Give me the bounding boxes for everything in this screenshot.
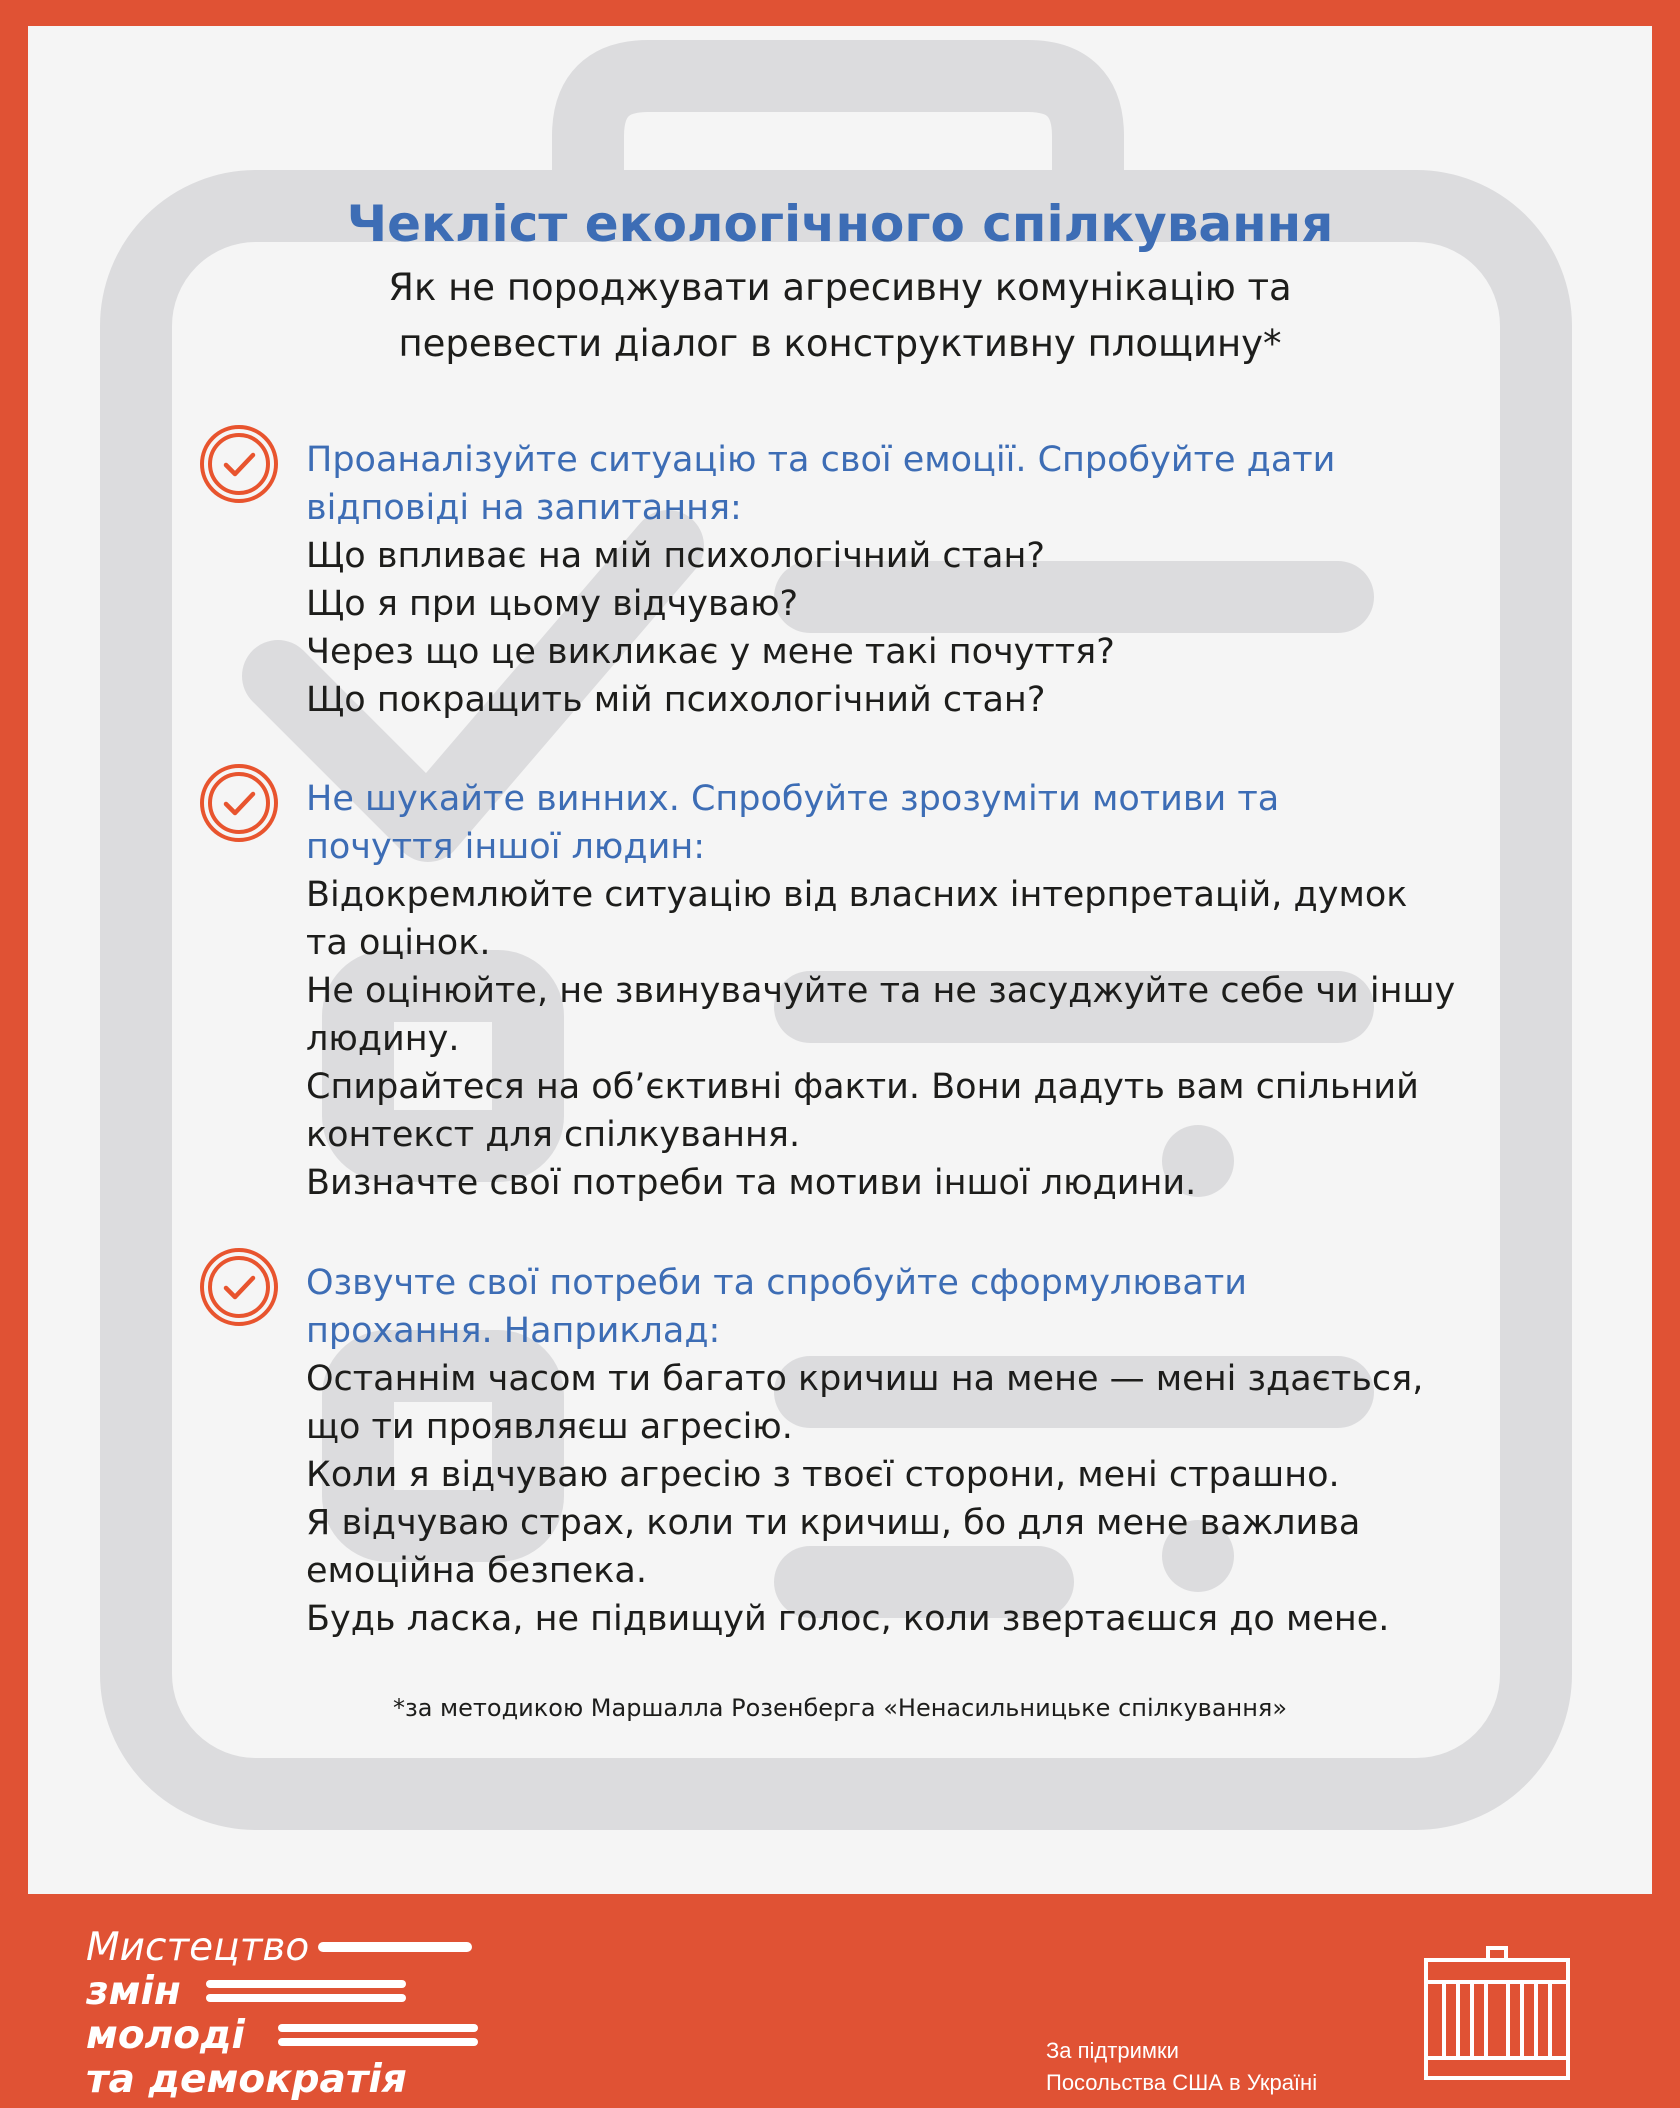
body-line: Що покращить мій психологічний стан? [306, 680, 1046, 720]
heading-line: почуття іншої людин: [306, 827, 705, 867]
body-line: емоційна безпека. [306, 1551, 647, 1591]
body-line: Коли я відчуваю агресію з твоєї сторони, мені страшно. [306, 1455, 1340, 1495]
body-line: що ти проявляєш агресію. [306, 1407, 793, 1447]
heading-line: відповіді на запитання: [306, 488, 742, 528]
body-line: Останнім часом ти багато кричиш на мене — мені здається, [306, 1359, 1424, 1399]
body-line: контекст для спілкування. [306, 1115, 801, 1155]
heading-line: Не шукайте винних. Спробуйте зрозуміти мотиви та [306, 779, 1280, 819]
section-body [306, 1355, 1456, 1643]
support-line: За підтримки [1046, 2038, 1179, 2063]
brand-logo [86, 1925, 486, 2102]
brand-stripe [206, 1994, 406, 2002]
check-circle-icon [198, 1246, 280, 1328]
page-title: Чекліст екологічного спілкування [346, 195, 1334, 253]
brand-word: змін [86, 1969, 181, 2014]
body-line: та оцінок. [306, 923, 491, 963]
section-heading [306, 436, 1456, 532]
brand-word: Мистецтво [86, 1925, 310, 1970]
content [28, 26, 1652, 1894]
body-line: Спирайтеся на об’єктивні факти. Вони дадуть вам спільний [306, 1067, 1419, 1107]
subtitle-line: перевести діалог в конструктивну площину* [398, 322, 1282, 365]
checklist-section-voice-needs [306, 1259, 1456, 1643]
heading-line: прохання. Наприклад: [306, 1311, 721, 1351]
checklist-section-no-blame [306, 775, 1456, 1207]
check-circle-icon [198, 762, 280, 844]
check-circle-icon [198, 423, 280, 505]
footnote: *за методикою Маршалла Розенберга «Ненасильницьке спілкування» [392, 1694, 1288, 1722]
brand-word: молоді [86, 2013, 245, 2058]
section-body [306, 871, 1456, 1207]
subtitle-line: Як не породжувати агресивну комунікацію та [388, 266, 1292, 309]
support-credit [1046, 2035, 1317, 2099]
section-heading [306, 1259, 1456, 1355]
body-line: Не оцінюйте, не звинувачуйте та не засуджуйте себе чи іншу [306, 971, 1456, 1011]
body-line: Я відчуваю страх, коли ти кричиш, бо для мене важлива [306, 1503, 1361, 1543]
brand-stripe [206, 1980, 406, 1988]
brand-stripe [278, 2024, 478, 2032]
body-line: Визначте свої потреби та мотиви іншої людини. [306, 1163, 1197, 1203]
body-line: Що впливає на мій психологічний стан? [306, 536, 1045, 576]
body-line: Через що це викликає у мене такі почуття? [306, 632, 1115, 672]
support-line: Посольства США в Україні [1046, 2070, 1318, 2095]
embassy-building-icon [1422, 1946, 1572, 2086]
section-heading [306, 775, 1456, 871]
body-line: Відокремлюйте ситуацію від власних інтерпретацій, думок [306, 875, 1408, 915]
body-line: людину. [306, 1019, 460, 1059]
body-line: Що я при цьому відчуваю? [306, 584, 799, 624]
page-subtitle [28, 260, 1652, 372]
brand-stripe [318, 1942, 472, 1952]
brand-word: та демократія [86, 2057, 407, 2102]
heading-line: Проаналізуйте ситуацію та свої емоції. Спробуйте дати [306, 440, 1336, 480]
checklist-section-analyze [306, 436, 1456, 724]
checklist-card [28, 26, 1652, 1894]
body-line: Будь ласка, не підвищуй голос, коли звертаєшся до мене. [306, 1599, 1390, 1639]
section-body [306, 532, 1456, 724]
heading-line: Озвучте свої потреби та спробуйте сформулювати [306, 1263, 1248, 1303]
brand-stripe [278, 2038, 478, 2046]
